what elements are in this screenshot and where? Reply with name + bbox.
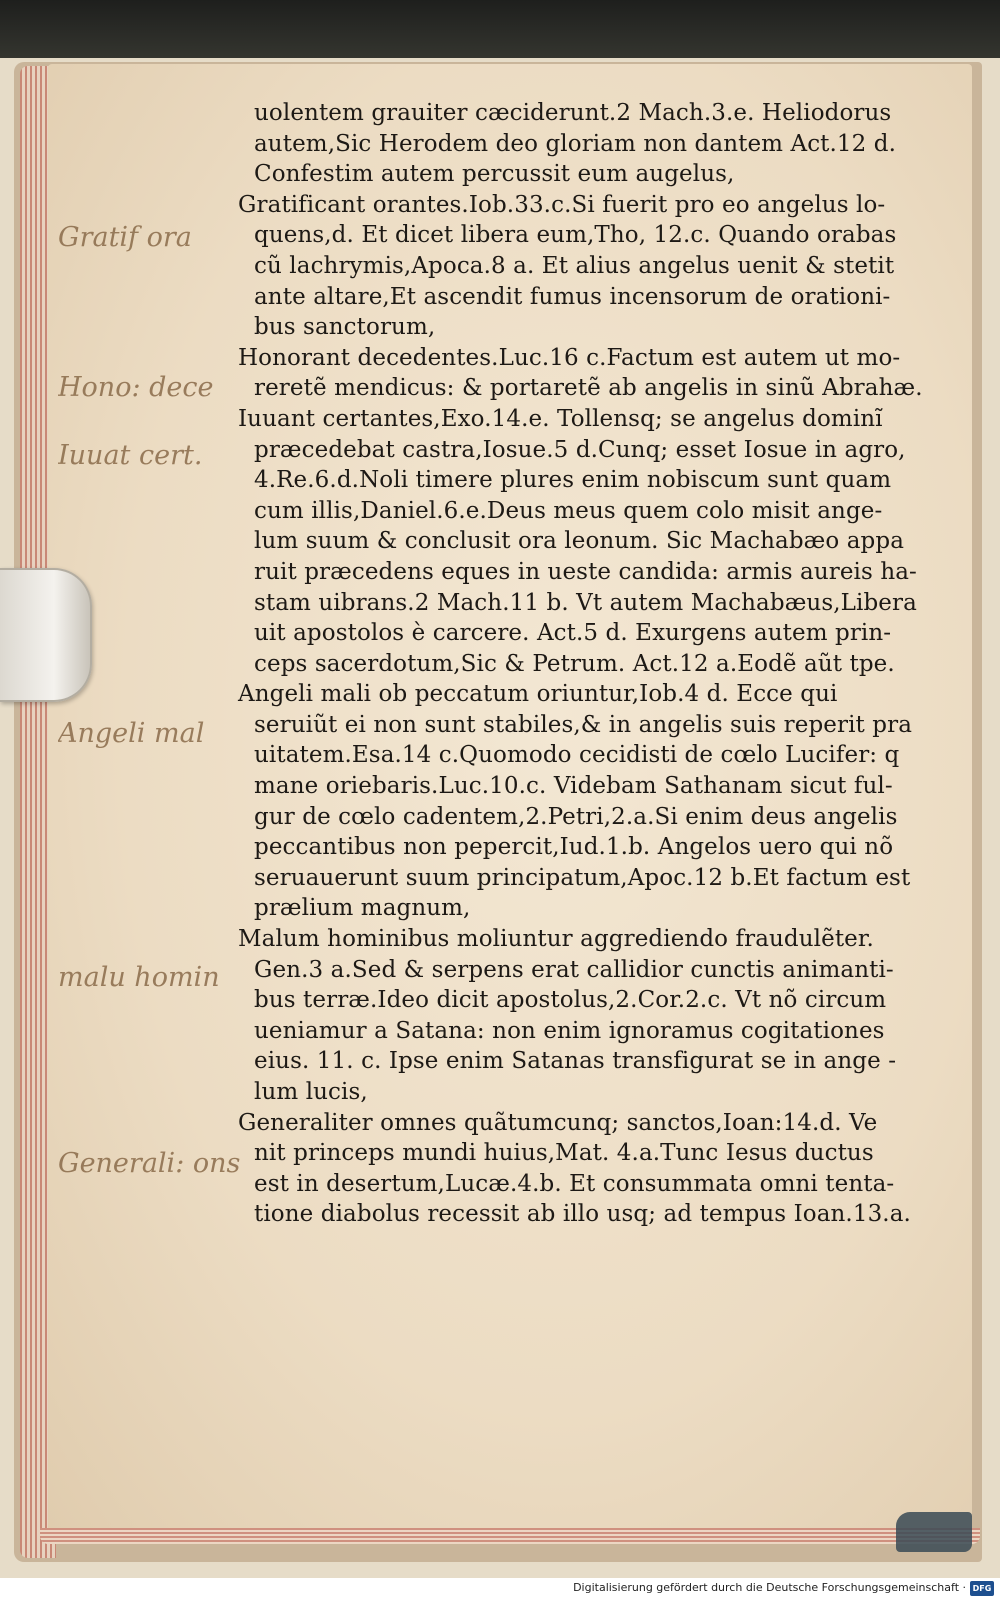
text-line: autem,Sic Herodem deo gloriam non dantem Act.12 d. (254, 130, 897, 157)
text-line: Malum hominibus moliuntur aggrediendo fraudulẽter. (238, 926, 874, 953)
text-line: Honorant decedentes.Luc.16 c.Factum est autem ut mo- (238, 344, 901, 371)
text-line: gur de cœlo cadentem,2.Petri,2.a.Si enim deus angelis (254, 803, 898, 830)
text-line: prælium magnum, (254, 895, 471, 922)
text-line: 4.Re.6.d.Noli timere plures enim nobiscum sunt quam (254, 467, 892, 494)
marginal-note: Generali: ons (58, 1148, 241, 1179)
text-line: uitatem.Esa.14 c.Quomodo cecidisti de cœlo Lucifer: q (254, 742, 900, 769)
text-line: præcedebat castra,Iosue.5 d.Cunq; esset Iosue in agro, (254, 436, 906, 463)
dfg-logo: DFG (970, 1581, 994, 1596)
text-line: ceps sacerdotum,Sic & Petrum. Act.12 a.Eodẽ aũt tpe. (254, 650, 895, 677)
text-line: nit princeps mundi huius,Mat. 4.a.Tunc Iesus ductus (254, 1140, 874, 1167)
scanner-background-top (0, 0, 1000, 58)
text-line: Gen.3 a.Sed & serpens erat callidior cunctis animanti- (254, 956, 894, 983)
text-line: cũ lachrymis,Apoca.8 a. Et alius angelus uenit & stetit (254, 252, 895, 279)
text-line: Gratificant orantes.Iob.33.c.Si fuerit pro eo angelus lo- (238, 191, 886, 218)
text-line: uolentem grauiter cæciderunt.2 Mach.3.e. Heliodorus (254, 100, 892, 126)
text-line: quens,d. Et dicet libera eum,Tho, 12.c. Quando orabas (254, 222, 897, 249)
text-line: Angeli mali ob peccatum oriuntur,Iob.4 d. Ecce qui (238, 681, 838, 708)
marginal-note: Iuuat cert. (58, 440, 203, 471)
text-line: eius. 11. c. Ipse enim Satanas transfigurat se in ange - (254, 1048, 897, 1075)
text-line: reretẽ mendicus: & portaretẽ ab angelis in sinũ Abrahæ. (254, 375, 923, 402)
text-line: Generaliter omnes quãtumcunq; sanctos,Ioan:14.d. Ve (238, 1109, 878, 1136)
text-line: lum lucis, (254, 1079, 368, 1105)
marginal-note: Angeli mal (58, 718, 205, 749)
marginal-note: Gratif ora (58, 222, 192, 253)
text-line: bus terræ.Ideo dicit apostolus,2.Cor.2.c. Vt nõ circum (254, 987, 887, 1014)
text-line: bus sanctorum, (254, 314, 436, 341)
text-line: lum suum & conclusit ora leonum. Sic Machabæo appa (254, 528, 905, 555)
marginal-note: Hono: dece (58, 372, 214, 403)
main-text (238, 98, 938, 1230)
page-bottom-edge (40, 1528, 980, 1544)
text-line: ante altare,Et ascendit fumus incensorum de orationi- (254, 283, 891, 310)
text-line: ueniamur a Satana: non enim ignoramus cogitationes (254, 1017, 885, 1044)
text-line: ruit præcedens eques in ueste candida: armis aureis ha- (254, 558, 917, 585)
text-line: seruiũt ei non sunt stabiles,& in angelis suis reperit pra (254, 711, 913, 738)
text-line: stam uibrans.2 Mach.11 b. Vt autem Machabæus,Libera (254, 589, 917, 616)
text-line: est in desertum,Lucæ.4.b. Et consummata omni tenta- (254, 1170, 895, 1197)
marginal-note: malu homin (58, 962, 220, 993)
text-line: mane oriebaris.Luc.10.c. Videbam Sathanam sicut ful- (254, 773, 893, 800)
text-line: Iuuant certantes,Exo.14.e. Tollensq; se angelus dominĩ (238, 405, 883, 432)
book-clip (0, 568, 92, 702)
text-line: peccantibus non pepercit,Iud.1.b. Angelos uero qui nõ (254, 834, 894, 861)
text-line: Confestim autem percussit eum augelus, (254, 161, 735, 188)
text-line: uit apostolos è carcere. Act.5 d. Exurgens autem prin- (254, 620, 892, 647)
text-line: tione diabolus recessit ab illo usq; ad tempus Ioan.13.a. (254, 1201, 911, 1228)
text-line: cum illis,Daniel.6.e.Deus meus quem colo misit ange- (254, 497, 883, 524)
corner-mark (896, 1512, 972, 1552)
footer-credit: Digitalisierung gefördert durch die Deutsche Forschungsgemeinschaft · (573, 1581, 966, 1594)
text-line: seruauerunt suum principatum,Apoc.12 b.Et factum est (254, 864, 911, 891)
footer-bar (0, 1578, 1000, 1601)
